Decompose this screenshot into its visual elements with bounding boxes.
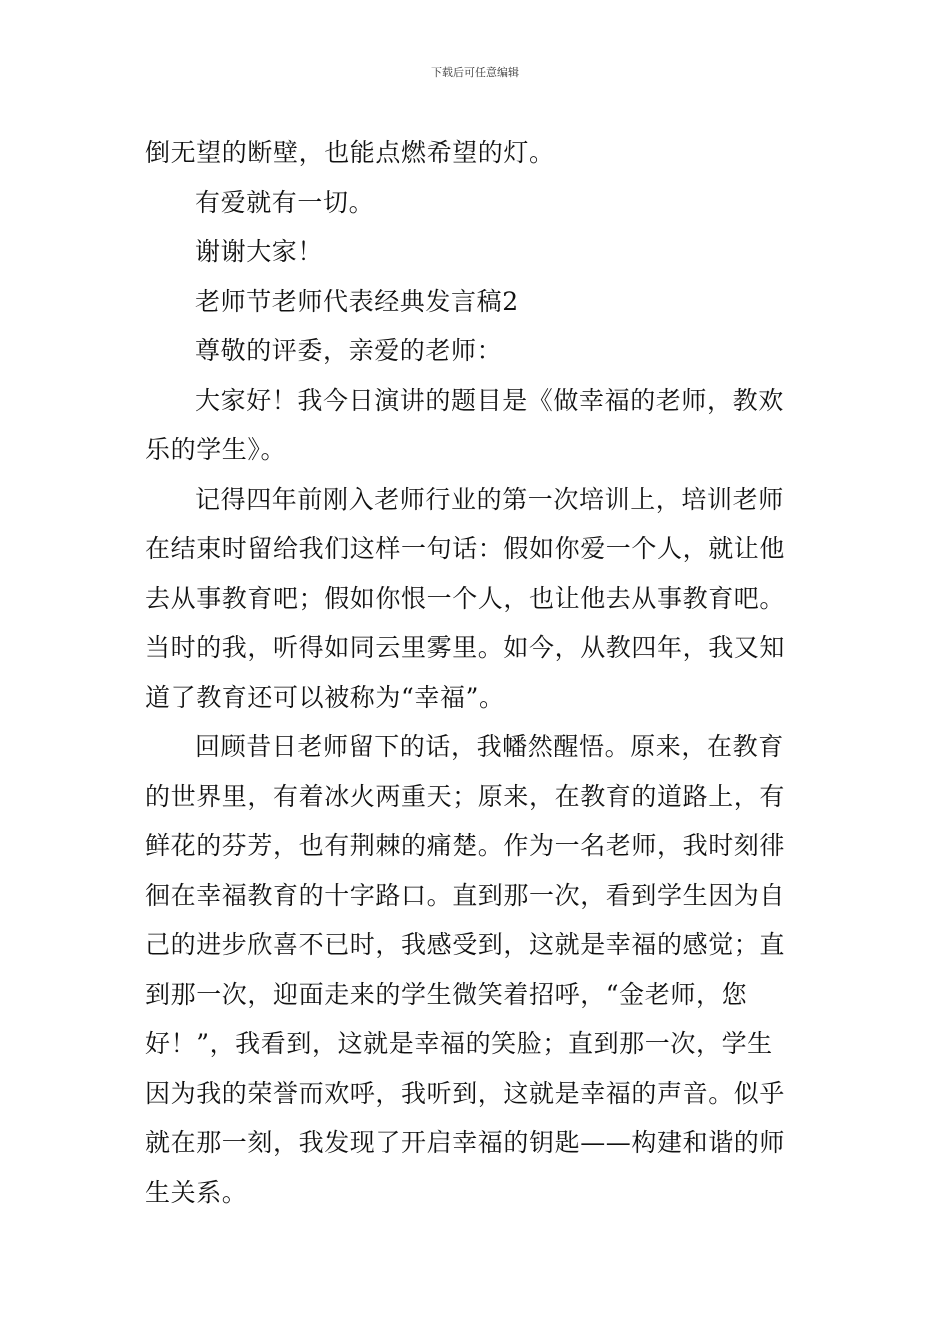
text-line: 道了教育还可以被称为“幸福”。 <box>145 682 505 712</box>
text-line: 乐的学生》。 <box>145 435 287 464</box>
text-line: 好！”，我看到，这就是幸福的笑脸；直到那一次，学生 <box>145 1029 773 1058</box>
text-line: 徊在幸福教育的十字路口。直到那一次，看到学生因为自 <box>145 880 786 910</box>
text-line: 当时的我，听得如同云里雾里。如今，从教四年，我又知 <box>145 633 786 662</box>
text-line: 在结束时留给我们这样一句话：假如你爱一个人，就让他 <box>145 534 786 563</box>
text-line: 大家好！我今日演讲的题目是《做幸福的老师，教欢 <box>195 385 784 415</box>
text-line: 谢谢大家！ <box>195 237 324 266</box>
text-line: 己的进步欣喜不已时，我感受到，这就是幸福的感觉；直 <box>145 930 786 959</box>
text-line: 到那一次，迎面走来的学生微笑着招呼，“金老师，您 <box>145 979 748 1009</box>
header-note: 下载后可任意编辑 <box>431 66 519 79</box>
text-line: 的世界里，有着冰火两重天；原来，在教育的道路上，有 <box>145 781 786 811</box>
text-line: 生关系。 <box>145 1177 248 1207</box>
text-line: 倒无望的断壁，也能点燃希望的灯。 <box>145 138 555 167</box>
text-line: 回顾昔日老师留下的话，我幡然醒悟。原来，在教育 <box>195 732 784 761</box>
text-line: 有爱就有一切。 <box>195 187 375 217</box>
document-body <box>145 128 807 1217</box>
text-line: 去从事教育吧；假如你恨一个人，也让他去从事教育吧。 <box>145 583 786 613</box>
text-line: 就在那一刻，我发现了开启幸福的钥匙——构建和谐的师 <box>145 1128 786 1157</box>
text-line: 因为我的荣誉而欢呼，我听到，这就是幸福的声音。似乎 <box>145 1078 786 1108</box>
text-line: 记得四年前刚入老师行业的第一次培训上，培训老师 <box>195 484 784 514</box>
section-title: 老师节老师代表经典发言稿2 <box>195 286 519 316</box>
text-line: 鲜花的芬芳，也有荆棘的痛楚。作为一名老师，我时刻徘 <box>145 831 786 860</box>
text-line: 尊敬的评委，亲爱的老师： <box>195 336 503 365</box>
